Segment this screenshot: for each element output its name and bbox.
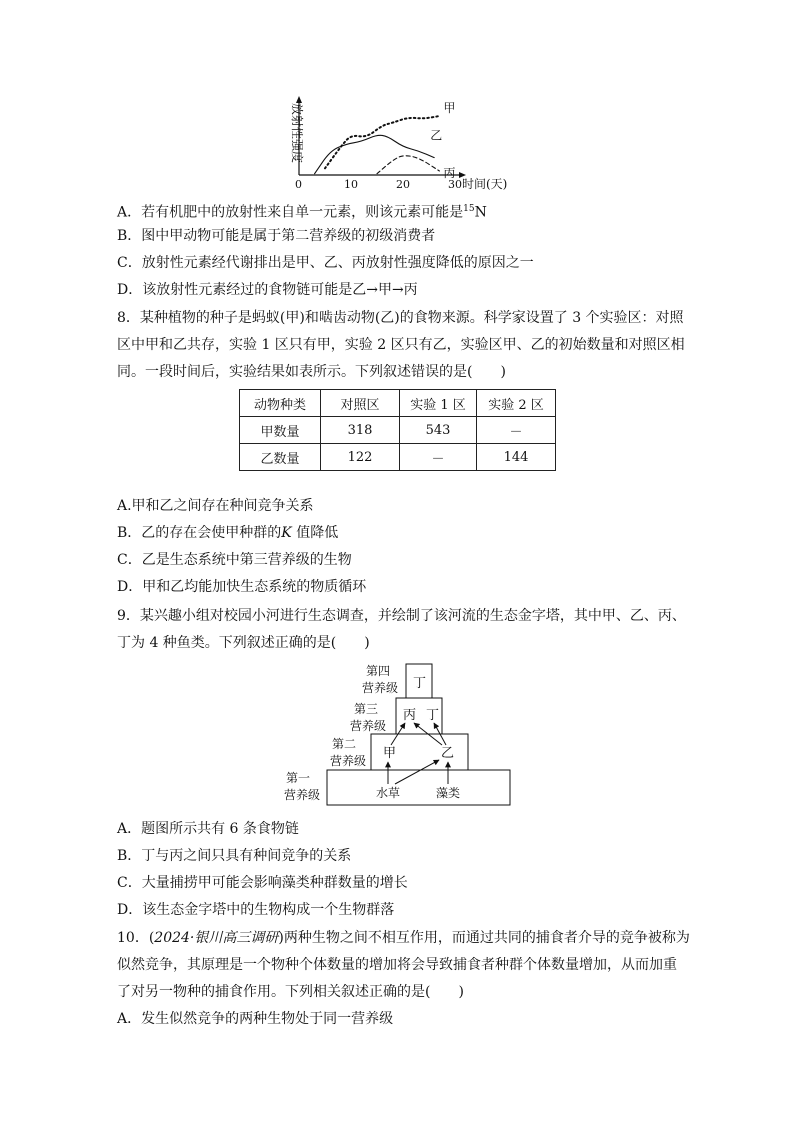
table-cell: 甲数量 bbox=[240, 417, 321, 444]
q8-stem-line2: 区中甲和乙共存，实验 1 区只有甲，实验 2 区只有乙，实验区甲、乙的初始数量和对照区相 bbox=[117, 337, 685, 353]
table-row bbox=[240, 417, 556, 444]
table-cell: － bbox=[477, 417, 556, 444]
level-4-label-line1: 第四 bbox=[366, 664, 391, 678]
species-jia: 甲 bbox=[383, 746, 397, 761]
x-axis-label: 时间(天) bbox=[462, 177, 508, 191]
ecological-pyramid bbox=[0, 660, 794, 810]
q9-option-b: B．丁与丙之间只具有种间竞争的关系 bbox=[117, 848, 352, 864]
q8-option-d: D．甲和乙均能加快生态系统的物质循环 bbox=[117, 579, 367, 595]
q10-option-a: A．发生似然竞争的两种生物处于同一营养级 bbox=[117, 1011, 394, 1027]
producer-zaolei: 藻类 bbox=[436, 786, 461, 800]
table-cell: 122 bbox=[321, 444, 400, 471]
table-cell: － bbox=[400, 444, 477, 471]
q7-option-d: D．该放射性元素经过的食物链可能是乙→甲→丙 bbox=[117, 282, 418, 298]
x-tick-label: 10 bbox=[344, 178, 358, 191]
series-label: 丙 bbox=[443, 165, 456, 180]
series-label: 乙 bbox=[430, 128, 443, 143]
table-cell: 144 bbox=[477, 444, 556, 471]
series-line-丙 bbox=[377, 156, 439, 174]
q8-results-table bbox=[239, 389, 556, 471]
level-4-label-line2: 营养级 bbox=[362, 681, 399, 695]
level-3-label-line1: 第三 bbox=[354, 702, 379, 716]
y-axis-label: 放射性强度 bbox=[290, 103, 304, 164]
q8-option-b: B．乙的存在会使甲种群的K 值降低 bbox=[117, 525, 339, 541]
q9-option-a: A．题图所示共有 6 条食物链 bbox=[117, 821, 299, 837]
table-cell: 318 bbox=[321, 417, 400, 444]
table-cell: 543 bbox=[400, 417, 477, 444]
table-header-cell: 实验 1 区 bbox=[400, 390, 477, 417]
table-header-row bbox=[240, 390, 556, 417]
q7-option-a: A．若有机肥中的放射性来自单一元素，则该元素可能是$^{15}$N bbox=[117, 204, 487, 221]
q8-option-a: A.甲和乙之间存在种间竞争关系 bbox=[117, 498, 314, 514]
q9-stem-line2: 丁为 4 种鱼类。下列叙述正确的是( ) bbox=[117, 635, 370, 651]
q9-option-c: C．大量捕捞甲可能会影响藻类种群数量的增长 bbox=[117, 875, 408, 891]
level-1-label-line2: 营养级 bbox=[284, 788, 321, 802]
x-tick-label: 20 bbox=[396, 178, 410, 191]
series-label: 甲 bbox=[443, 101, 456, 116]
q8-option-c: C．乙是生态系统中第三营养级的生物 bbox=[117, 552, 352, 568]
table-row bbox=[240, 444, 556, 471]
level-2-label-line2: 营养级 bbox=[330, 754, 367, 768]
q8-stem-line1: 8．某种植物的种子是蚂蚁(甲)和啮齿动物(乙)的食物来源。科学家设置了 3 个实验区：对照 bbox=[117, 310, 684, 326]
level-1-label-line1: 第一 bbox=[286, 771, 311, 785]
table-header-cell: 动物种类 bbox=[240, 390, 321, 417]
arrow-shuicao-yi bbox=[395, 760, 439, 784]
y-axis-arrow bbox=[296, 96, 302, 103]
producer-shuicao: 水草 bbox=[376, 786, 401, 800]
q9-option-d: D．该生态金字塔中的生物构成一个生物群落 bbox=[117, 902, 395, 918]
species-ding-mid: 丁 bbox=[426, 708, 440, 723]
table-header-cell: 实验 2 区 bbox=[477, 390, 556, 417]
series-line-乙 bbox=[315, 135, 435, 173]
species-ding-top: 丁 bbox=[413, 676, 427, 691]
x-tick-label: 30 bbox=[448, 178, 462, 191]
q9-stem-line1: 9．某兴趣小组对校园小河进行生态调查，并绘制了该河流的生态金字塔，其中甲、乙、丙、 bbox=[117, 608, 686, 624]
level-3-label-line2: 营养级 bbox=[350, 719, 387, 733]
table-header-cell: 对照区 bbox=[321, 390, 400, 417]
pyramid-level-1-box bbox=[327, 770, 510, 805]
species-bing: 丙 bbox=[403, 708, 417, 723]
q7-option-c: C．放射性元素经代谢排出是甲、乙、丙放射性强度降低的原因之一 bbox=[117, 255, 534, 271]
x-tick-label: 0 bbox=[295, 178, 302, 191]
q10-stem-line1: 10．(2024·银川高三调研)两种生物之间不相互作用，而通过共同的捕食者介导的竞争被称为 bbox=[117, 930, 690, 946]
species-yi: 乙 bbox=[441, 746, 455, 761]
q10-stem-line2: 似然竞争，其原理是一个物种个体数量的增加将会导致捕食者种群个体数量增加，从而加重 bbox=[117, 957, 677, 973]
table-cell: 乙数量 bbox=[240, 444, 321, 471]
radioactivity-chart bbox=[0, 0, 794, 200]
level-2-label-line1: 第二 bbox=[332, 737, 357, 751]
q10-stem-line3: 了对另一物种的捕食作用。下列相关叙述正确的是( ) bbox=[117, 984, 464, 1000]
q10-source: 2024·银川高三调研 bbox=[154, 930, 279, 946]
q8-stem-line3: 同。一段时间后，实验结果如表所示。下列叙述错误的是( ) bbox=[117, 364, 506, 380]
q7-option-b: B．图中甲动物可能是属于第二营养级的初级消费者 bbox=[117, 228, 436, 244]
